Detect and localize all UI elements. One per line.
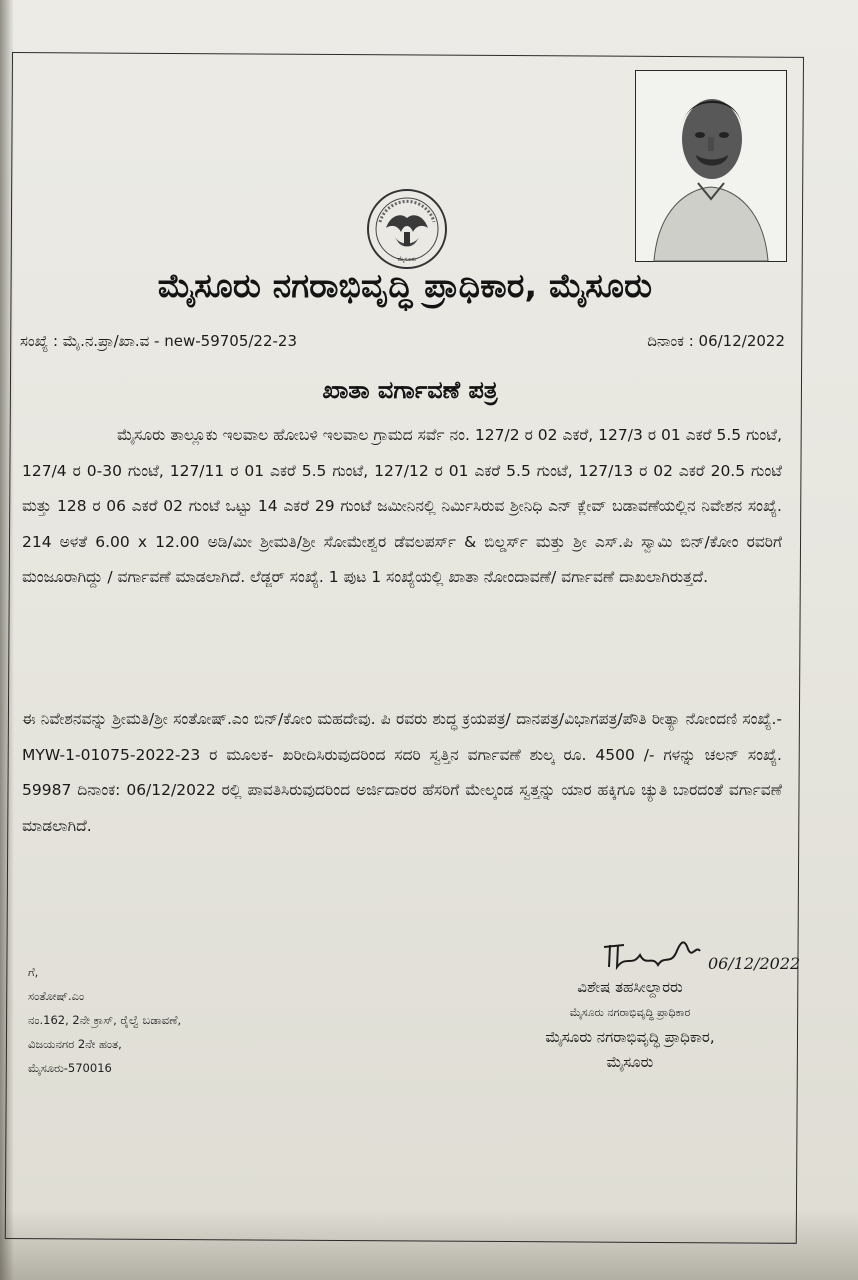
- applicant-photo: [635, 70, 787, 262]
- document-title: ಖಾತಾ ವರ್ಗಾವಣೆ ಪತ್ರ: [322, 376, 498, 404]
- authority-seal: [366, 188, 448, 270]
- person-photo-icon: [636, 71, 786, 261]
- recipient-address-line-1: ನಂ.162, 2ನೇ ಕ್ರಾಸ್, ರೈಲ್ವೆ ಬಡಾವಣೆ,: [28, 1013, 182, 1027]
- officer-line-4: ಮೈಸೂರು: [606, 1053, 654, 1071]
- recipient-address: [28, 960, 268, 1080]
- officer-line-2: ಮೈಸೂರು ನಗರಾಭಿವೃದ್ಧಿ ಪ್ರಾಧಿಕಾರ: [569, 1006, 691, 1019]
- officer-block: [480, 975, 780, 1075]
- officer-line-3: ಮೈಸೂರು ನಗರಾಭಿವೃದ್ಧಿ ಪ್ರಾಧಿಕಾರ,: [545, 1028, 715, 1046]
- seal-label: ಮೈಸೂರು: [397, 256, 417, 263]
- reference-number: ಸಂಖ್ಯೆ : ಮೈ.ನ.ಪ್ರಾ/ಖಾ.ವ - new-59705/22-23: [20, 332, 298, 350]
- body-paragraph-2: ಈ ನಿವೇಶನವನ್ನು ಶ್ರೀಮತಿ/ಶ್ರೀ ಸಂತೋಷ್.ಎಂ ಬಿನ್/ಕೋಂ ಮಹದೇವು. ಪಿ ರವರು ಶುದ್ಧ ಕ್ರಯಪತ್ರ/ ದಾನಪತ್ರ/ವಿಭಾಗಪತ್ರ/ಪೌತಿ ರೀತ್ಯಾ ನೋಂದಣಿ ಸಂಖ್ಯೆ.- MYW-1-01075-2022-23 ರ ಮೂಲಕ- ಖರೀದಿಸಿರುವುದರಿಂದ ಸದರಿ ಸ್ವತ್ತಿನ ವರ್ಗಾವಣೆ ಶುಲ್ಕ ರೂ. 4500 /- ಗಳನ್ನು ಚಲನ್ ಸಂಖ್ಯೆ. 59987 ದಿನಾಂಕ: 06/12/2022 ರಲ್ಲಿ ಪಾವತಿಸಿರುವುದರಿಂದ ಅರ್ಜಿದಾರರ ಹೆಸರಿಗೆ ಮೇಲ್ಕಂಡ ಸ್ವತ್ತನ್ನು ಯಾರ ಹಕ್ಕಿಗೂ ಚ್ಯುತಿ ಬಾರದಂತೆ ವರ್ಗಾವಣೆ ಮಾಡಲಾಗಿದೆ.: [22, 710, 782, 835]
- authority-title: ಮೈಸೂರು ನಗರಾಭಿವೃದ್ಧಿ ಪ್ರಾಧಿಕಾರ, ಮೈಸೂರು: [157, 266, 653, 305]
- handwritten-date: 06/12/2022: [708, 954, 801, 973]
- officer-line-1: ವಿಶೇಷ ತಹಸೀಲ್ದಾರರು: [577, 978, 683, 996]
- reference-date: ದಿನಾಂಕ : 06/12/2022: [647, 332, 785, 350]
- recipient-name: ಸಂತೋಷ್.ಎಂ: [28, 989, 85, 1003]
- recipient-salutation: ಗೆ,: [28, 965, 39, 979]
- recipient-address-line-3: ಮೈಸೂರು-570016: [28, 1061, 112, 1075]
- recipient-address-line-2: ವಿಜಯನಗರ 2ನೇ ಹಂತ,: [28, 1037, 122, 1051]
- body-paragraph-1: ಮೈಸೂರು ತಾಲ್ಲೂಕು ಇಲವಾಲ ಹೋಬಳಿ ಇಲವಾಲ ಗ್ರಾಮದ ಸರ್ವೆ ನಂ. 127/2 ರ 02 ಎಕರೆ, 127/3 ರ 01 ಎಕರೆ 5.5 ಗುಂಟೆ, 127/4 ರ 0-30 ಗುಂಟೆ, 127/11 ರ 01 ಎಕರೆ 5.5 ಗುಂಟೆ, 127/12 ರ 01 ಎಕರೆ 5.5 ಗುಂಟೆ, 127/13 ರ 02 ಎಕರೆ 20.5 ಗುಂಟೆ ಮತ್ತು 128 ರ 06 ಎಕರೆ 02 ಗುಂಟೆ ಒಟ್ಟು 14 ಎಕರೆ 29 ಗುಂಟೆ ಜಮೀನಿನಲ್ಲಿ ನಿರ್ಮಿಸಿರುವ ಶ್ರೀನಿಧಿ ಎನ್ ಕ್ಲೇವ್ ಬಡಾವಣೆಯಲ್ಲಿನ ನಿವೇಶನ ಸಂಖ್ಯೆ. 214 ಅಳತೆ 6.00 x 12.00 ಅಡಿ/ಮೀ ಶ್ರೀಮತಿ/ಶ್ರೀ ಸೋಮೇಶ್ವರ ಡೆವಲಪರ್ಸ್ & ಬಿಲ್ಡರ್ಸ್ ಮತ್ತು ಶ್ರೀ ಎಸ್.ಪಿ ಸ್ವಾಮಿ ಬಿನ್/ಕೋಂ ರವರಿಗೆ ಮಂಜೂರಾಗಿದ್ದು / ವರ್ಗಾವಣೆ ಮಾಡಲಾಗಿದೆ. ಲೆಡ್ಜರ್ ಸಂಖ್ಯೆ. 1 ಪುಟ 1 ಸಂಖ್ಯೆಯಲ್ಲಿ ಖಾತಾ ನೋಂದಾವಣೆ/ ವರ್ಗಾವಣೆ ದಾಖಲಾಗಿರುತ್ತದೆ.: [22, 426, 782, 586]
